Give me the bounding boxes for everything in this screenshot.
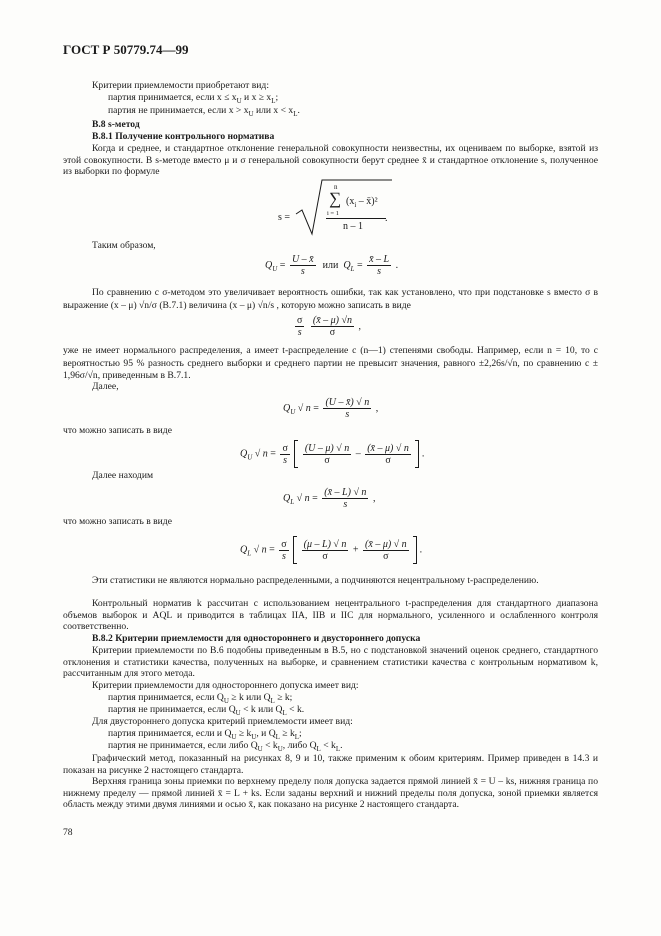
- paragraph-criteria: Критерии приемлемости по В.6 подобны приведенным в В.5, но с подстановкой значений оценок среднего, стандартного отклонения и статистики качества, полученных на выборке, и сравнением статистики качества с контрольным нормативом k, рассчитанным для этого метода.: [63, 645, 598, 679]
- ratio-formula: $\frac{\sigma}{s}$ $\frac{(x̄ - \mu) √n}{\sigma}$ ,: [297, 315, 361, 338]
- sum-upper-limit: n: [334, 183, 338, 191]
- s-formula-lhs: s =: [278, 212, 291, 223]
- section-b8-heading: В.8 s-метод: [92, 119, 140, 130]
- paragraph-t-distribution: уже не имеет нормального распределения, а имеет t-распределение с (n—1) степенями свободы. Например, если n = 10, то с вероятностью 95 % разность среднего выборки и среднего партии не превысит значения, равного ±2,26s/√n, по сравнению с ± 1,96σ/√n, приведенным в В.7.1.: [63, 345, 598, 381]
- reject-line: партия не принимается, если $x > x_U$ или $x < x_L$.: [108, 105, 300, 118]
- one-sided-text: Критерии приемлемости для одностороннего допуска имеет вид:: [92, 680, 359, 691]
- sum-term: ($x_i$ – x̄)²: [346, 196, 378, 209]
- paragraph-graphic-method: Графический метод, показанный на рисунках 8, 9 и 10, также применим к обоим критериям. Пример приведен в 14.3 и показан на рисунке 2 настоящего стандарта.: [63, 753, 598, 776]
- qu-ql-formula: $Q_U$ = $\frac{U - x̄}{s}$ или $Q_L$ = $\frac{x̄ - L}{s}$ .: [265, 254, 399, 277]
- paragraph-intro-s-method: Когда и среднее, и стандартное отклонение генеральной совокупности неизвестны, их оцениваем по выборке, взятой из этой совокупности. В s-методе вместо μ и σ генеральной совокупности берут среднее x̄ и стандартное отклонение s, полученное из выборки по формуле: [63, 143, 598, 177]
- one-sided-reject: партия не принимается, если $Q_U < k$ или $Q_L < k$.: [108, 704, 305, 717]
- qu-bracket-formula: $Q_U$ √ n = $\frac{\sigma}{s}$ $\frac{(U - \mu) √ n}{\sigma}$ – $\frac{(x̄ - \mu) √ n}{\sigma}$ .: [240, 440, 424, 468]
- one-sided-accept: партия принимается, если $Q_U \ge k$ или $Q_L \ge k$;: [108, 692, 293, 705]
- document-header: ГОСТ Р 50779.74—99: [63, 42, 189, 57]
- two-sided-accept: партия принимается, если и $Q_U \ge k_U$, и $Q_L \ge k_L$;: [108, 728, 302, 741]
- paragraph-acceptance-zone: Верхняя граница зоны приемки по верхнему пределу поля допуска задается прямой линией x̄ = U – ks, нижняя граница по нижнему пределу — прямой линией x̄ = L + ks. Если заданы верхний и нижний пределы поля допуска, зоной приемки является область между этими двумя линиями и осью x̄, как показано на рисунке 2 настоящего стандарта.: [63, 776, 598, 810]
- section-b82-heading: В.8.2 Критерии приемлемости для одностороннего и двустороннего допуска: [92, 633, 421, 644]
- can-write-text-2: что можно записать в виде: [63, 516, 172, 527]
- further-text: Далее,: [92, 381, 119, 392]
- thus-text: Таким образом,: [92, 240, 156, 251]
- two-sided-text: Для двустороннего допуска критерий приемлемости имеет вид:: [92, 716, 353, 727]
- sum-lower-limit: i = 1: [327, 210, 339, 217]
- s-fraction-bar: [326, 218, 386, 219]
- two-sided-reject: партия не принимается, если либо $Q_U < k_U$, либо $Q_L < k_L$.: [108, 740, 343, 753]
- section-b81-heading: В.8.1 Получение контрольного норматива: [92, 131, 275, 142]
- page-number: 78: [63, 827, 73, 838]
- qu-sqrt-formula: $Q_U$ √ n = $\frac{(U - x̄) √ n}{s}$ ,: [283, 397, 379, 420]
- further-find-text: Далее находим: [92, 470, 154, 481]
- s-denominator: n – 1: [343, 221, 363, 232]
- can-write-text-1: что можно записать в виде: [63, 425, 172, 436]
- accept-line: партия принимается, если $x \le x_U$ и $x \ge x_L$;: [108, 92, 279, 105]
- acceptance-form-text: Критерии приемлемости приобретают вид:: [92, 80, 269, 91]
- ql-bracket-formula: $Q_L$ √ n = $\frac{\sigma}{s}$ $\frac{(\mu - L) √ n}{\sigma}$ + $\frac{(x̄ - \mu) √ n}{\sigma}$ .: [240, 536, 422, 564]
- paragraph-sigma-comparison: По сравнению с σ-методом это увеличивает вероятность ошибки, так как установлено, что при подстановке s вместо σ в выражение (x – μ) √n/σ (В.7.1) величина (x – μ) √n/s , которую можно записать в виде: [63, 287, 598, 311]
- paragraph-control-normative: Контрольный норматив k рассчитан с использованием нецентрального t-распределения для стандартного диапазона объемов выборок и AQL и приводится в таблицах IIA, IIB и IIC для нормального, усиленного и ослабленного контроля соответственно.: [63, 598, 598, 632]
- paragraph-noncentral: Эти статистики не являются нормально распределенными, а подчиняются нецентральному t-распределению.: [92, 575, 539, 586]
- ql-sqrt-formula: $Q_L$ √ n = $\frac{(x̄ - L) √ n}{s}$ ,: [283, 487, 376, 510]
- sum-sign: ∑: [329, 189, 342, 208]
- s-formula-period: .: [385, 213, 388, 224]
